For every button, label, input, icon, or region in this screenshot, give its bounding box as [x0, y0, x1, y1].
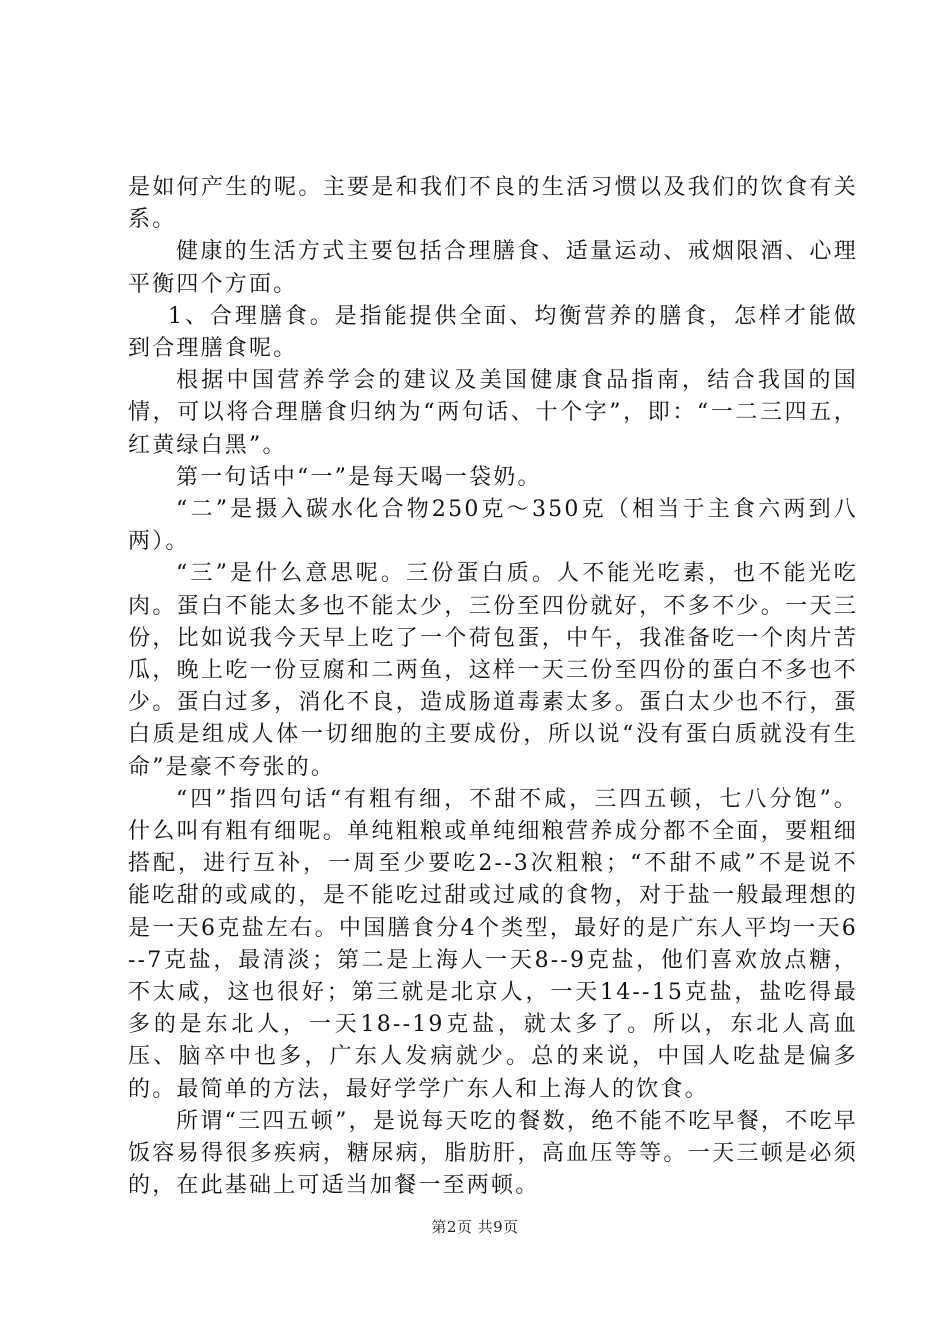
paragraph-rule-four: “四”指四句话“有粗有细，不甜不咸，三四五顿，七八分饱”。什么叫有粗有细呢。单纯粗粮或单纯细粮营养成分都不全面，要粗细搭配，进行互补，一周至少要吃2--3次粗粮；“不甜不咸”不是说不能吃甜的或咸的，是不能吃过甜或过咸的食物，对于盐一般最理想的是一天6克盐左右。中国膳食分4个类型，最好的是广东人平均一天6--7克盐，最清淡；第二是上海人一天8--9克盐，他们喜欢放点糖，不太咸，这也很好；第三就是北京人，一天14--15克盐，盐吃得最多的是东北人，一天18--19克盐，就太多了。所以，东北人高血压、脑卒中也多，广东人发病就少。总的来说，中国人吃盐是偏多的。最简单的方法，最好学学广东人和上海人的饮食。: [128, 786, 858, 1102]
paragraph-rule-three: “三”是什么意思呢。三份蛋白质。人不能光吃素，也不能光吃肉。蛋白不能太多也不能太少，三份至四份就好，不多不少。一天三份，比如说我今天早上吃了一个荷包蛋，中午，我准备吃一个肉片苦瓜，晚上吃一份豆腐和二两鱼，这样一天三份至四份的蛋白不多也不少。蛋白过多，消化不良，造成肠道毒素太多。蛋白太少也不行，蛋白质是组成人体一切细胞的主要成份，所以说“没有蛋白质就没有生命”是豪不夸张的。: [128, 561, 858, 780]
paragraph-healthy-lifestyle: 健康的生活方式主要包括合理膳食、适量运动、戒烟限酒、心理平衡四个方面。: [128, 239, 858, 297]
paragraph-rule-one: 第一句话中“一”是每天喝一袋奶。: [176, 464, 542, 490]
paragraph-meals: 所谓“三四五顿”，是说每天吃的餐数，绝不能不吃早餐，不吃早饭容易得很多疾病，糖尿病，脂肪肝，高血压等等。一天三顿是必须的，在此基础上可适当加餐一至两顿。: [128, 1108, 858, 1199]
paragraph-nutrition-guide: 根据中国营养学会的建议及美国健康食品指南，结合我国的国情，可以将合理膳食归纳为“两句话、十个字”，即：“一二三四五，红黄绿白黑”。: [128, 368, 858, 458]
paragraph-continuation: 是如何产生的呢。主要是和我们不良的生活习惯以及我们的饮食有关系。: [128, 175, 858, 233]
page-footer: 第2页 共9页: [431, 1218, 519, 1236]
document-body: [128, 172, 858, 1203]
paragraph-rule-two: “二”是摄入碳水化合物250克～350克（相当于主食六两到八两）。: [128, 497, 858, 555]
paragraph-balanced-diet: 1、合理膳食。是指能提供全面、均衡营养的膳食，怎样才能做到合理膳食呢。: [128, 303, 858, 362]
